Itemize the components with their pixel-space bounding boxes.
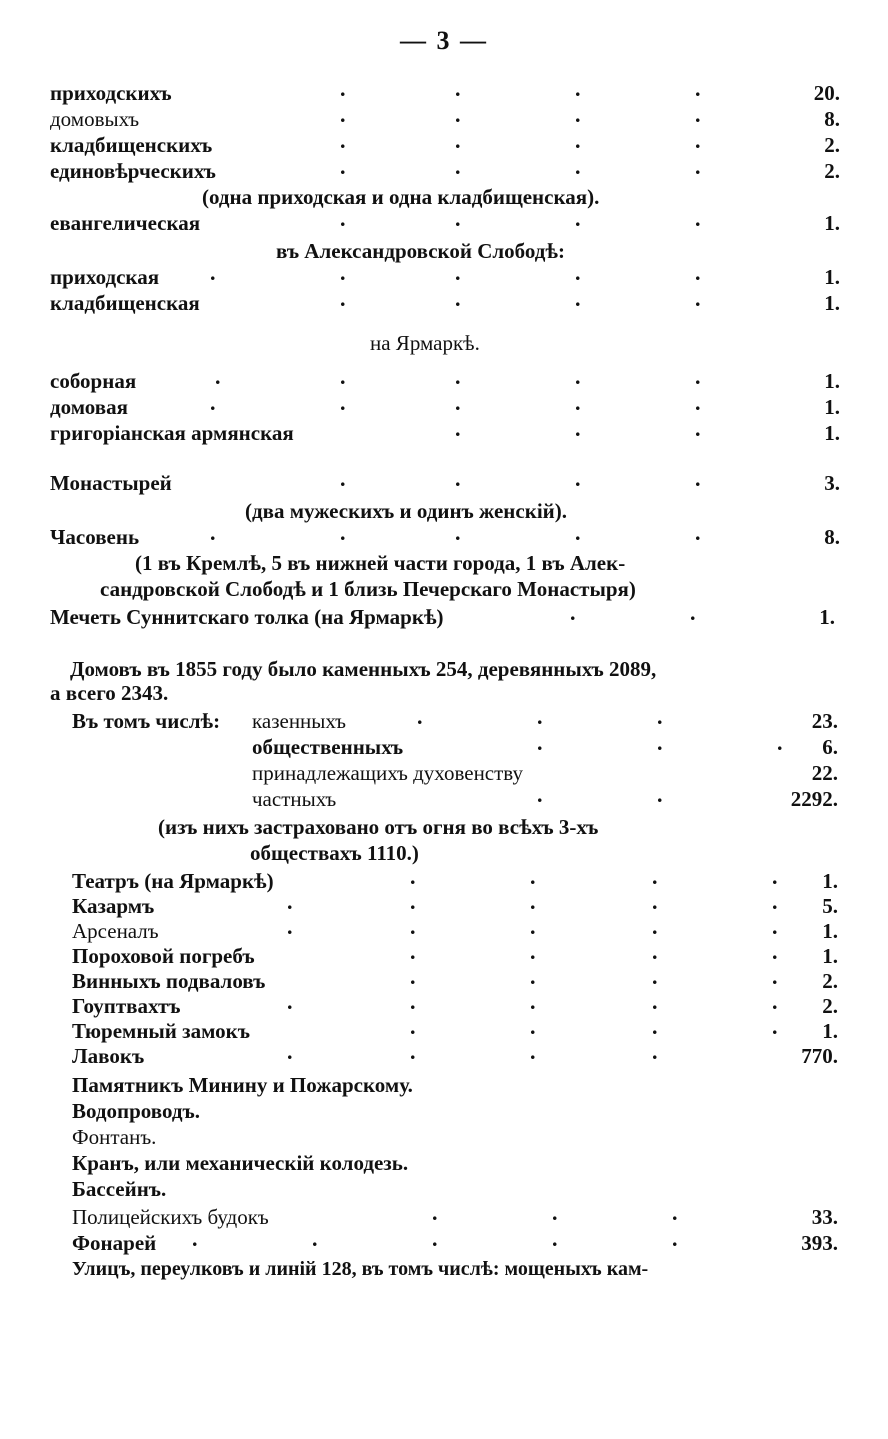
- item-label: Тюремный замокъ: [72, 1019, 250, 1043]
- item-label: единовѣрческихъ: [50, 159, 216, 183]
- item-value: 20.: [813, 81, 840, 105]
- item-value: 3.: [824, 471, 840, 495]
- item-value: 5.: [822, 894, 838, 918]
- item-label: кладбищенскихъ: [50, 133, 213, 157]
- item-value: 8.: [824, 525, 840, 549]
- list-item: единовѣрческихъ . . . . 2.: [50, 154, 840, 183]
- item-value: 1.: [819, 605, 835, 629]
- list-item: Лавокъ . . . . 770.: [72, 1039, 838, 1068]
- item-value: 2.: [822, 969, 838, 993]
- paragraph: Улицъ, переулковъ и линій 128, въ томъ числѣ: мощеныхъ кам-: [72, 1258, 649, 1280]
- note: (одна приходская и одна кладбищенская).: [202, 185, 600, 209]
- item-value: 1.: [824, 211, 840, 235]
- item-value: 23.: [811, 709, 838, 733]
- item-label: Лавокъ: [72, 1044, 145, 1068]
- item-label: Винныхъ подваловъ: [72, 969, 266, 993]
- item-value: 770.: [801, 1044, 838, 1068]
- item-value: 6.: [822, 735, 838, 759]
- item-value: 1.: [822, 869, 838, 893]
- item-value: 2.: [824, 133, 840, 157]
- list-item: Винныхъ подваловъ . . . . 2.: [72, 964, 838, 993]
- section-heading: на Ярмаркѣ.: [370, 331, 480, 355]
- item-label: домовыхъ: [50, 107, 140, 131]
- fountain: Фонтанъ.: [72, 1125, 157, 1149]
- item-label: Монастырей: [50, 471, 172, 495]
- item-value: 1.: [824, 265, 840, 289]
- monument: Памятникъ Минину и Пожарскому.: [72, 1073, 413, 1097]
- list-item: приходскихъ . . . . 20.: [50, 76, 840, 105]
- item-value: 1.: [822, 1019, 838, 1043]
- note: (два мужескихъ и одинъ женскій).: [245, 499, 568, 523]
- houses-prefix: Въ томъ числѣ:: [72, 709, 221, 733]
- item-value: 33.: [811, 1205, 838, 1229]
- paragraph: а всего 2343.: [50, 681, 169, 705]
- item-label: Фонарей: [72, 1231, 157, 1255]
- list-item: общественныхъ . . . 6.: [252, 730, 838, 759]
- list-item: Казармъ . . . . . 5.: [72, 889, 838, 918]
- crane: Кранъ, или механическій колодезь.: [72, 1151, 409, 1175]
- item-label: Арсеналъ: [72, 919, 159, 943]
- list-item: Театръ (на Ярмаркѣ) . . . . 1.: [72, 864, 838, 893]
- list-item: Часовень . . . . . 8.: [50, 520, 840, 549]
- item-value: 1.: [824, 291, 840, 315]
- item-label: евангелическая: [50, 211, 201, 235]
- item-value: 8.: [824, 107, 840, 131]
- note: сандровской Слободѣ и 1 близь Печерскаго Монастыря): [100, 577, 636, 601]
- item-value: 1.: [822, 919, 838, 943]
- note: (изъ нихъ застраховано отъ огня во всѣхъ 3-хъ: [158, 815, 599, 839]
- item-label: Театръ (на Ярмаркѣ): [72, 869, 274, 893]
- item-value: 2.: [822, 994, 838, 1018]
- list-item: [252, 760, 838, 786]
- list-item: Фонарей . . . . . 393.: [72, 1226, 838, 1255]
- item-label: казенныхъ: [252, 709, 346, 733]
- note: обществахъ 1110.): [250, 841, 419, 865]
- item-label: общественныхъ: [252, 735, 404, 759]
- item-label: соборная: [50, 369, 137, 393]
- list-item: кладбищенскихъ . . . . 2.: [50, 128, 840, 157]
- list-item: домовая . . . . . 1.: [50, 390, 840, 419]
- item-label: григоріанская армянская: [50, 421, 294, 445]
- item-label: приходская: [50, 265, 160, 289]
- item-value: 2292.: [790, 787, 838, 811]
- list-item: Тюремный замокъ . . . . 1.: [72, 1014, 838, 1043]
- list-item: частныхъ . . 2292.: [252, 782, 838, 811]
- list-item: соборная . . . . . 1.: [50, 364, 840, 393]
- item-label: принадлежащихъ духовенству: [252, 761, 524, 785]
- item-value: 1.: [822, 944, 838, 968]
- list-item: приходская . . . . . 1.: [50, 260, 840, 289]
- item-label: Пороховой погребъ: [72, 944, 255, 968]
- list-item: казенныхъ . . . 23.: [252, 704, 838, 733]
- item-label: частныхъ: [252, 787, 337, 811]
- list-item: Гоуптвахтъ . . . . . 2.: [72, 989, 838, 1018]
- list-item: Полицейскихъ будокъ . . . 33.: [72, 1200, 838, 1229]
- paragraph: Домовъ въ 1855 году было каменныхъ 254, деревянныхъ 2089,: [70, 657, 657, 681]
- list-item: евангелическая . . . . 1.: [50, 206, 840, 235]
- list-item: Мечеть Суннитскаго толка (на Ярмаркѣ) . . 1.: [50, 600, 835, 629]
- list-item: григоріанская армянская . . . 1.: [50, 416, 840, 445]
- pool: Бассейнъ.: [72, 1177, 167, 1201]
- section-heading: въ Александровской Слободѣ:: [276, 239, 565, 263]
- waterworks: Водопроводъ.: [72, 1099, 200, 1123]
- list-item: Монастырей . . . . 3.: [50, 466, 840, 495]
- item-value: 1.: [824, 369, 840, 393]
- item-value: 1.: [824, 395, 840, 419]
- list-item: Арсеналъ . . . . . 1.: [72, 914, 838, 943]
- item-label: Часовень: [50, 525, 140, 549]
- note: (1 въ Кремлѣ, 5 въ нижней части города, 1 въ Алек-: [135, 551, 626, 575]
- item-label: Гоуптвахтъ: [72, 994, 181, 1018]
- item-label: домовая: [50, 395, 128, 419]
- item-label: Мечеть Суннитскаго толка (на Ярмаркѣ): [50, 605, 444, 629]
- item-label: приходскихъ: [50, 81, 172, 105]
- list-item: домовыхъ . . . . 8.: [50, 102, 840, 131]
- item-label: кладбищенская: [50, 291, 200, 315]
- item-label: Полицейскихъ будокъ: [72, 1205, 269, 1229]
- item-value: 2.: [824, 159, 840, 183]
- list-item: кладбищенская . . . . 1.: [50, 286, 840, 315]
- item-label: Казармъ: [72, 894, 155, 918]
- list-item: Пороховой погребъ . . . . 1.: [72, 939, 838, 968]
- item-value: 393.: [801, 1231, 838, 1255]
- item-value: 22.: [811, 761, 838, 785]
- item-value: 1.: [824, 421, 840, 445]
- page-number: — 3 —: [400, 26, 488, 55]
